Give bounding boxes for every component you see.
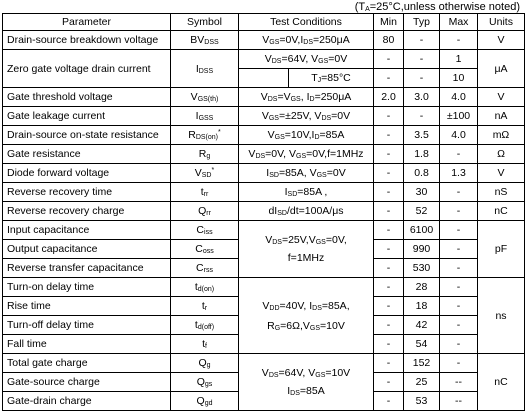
table-row	[3, 354, 525, 373]
min-cell: -	[374, 354, 404, 373]
symbol-cell: $V_{SD}^*$	[171, 164, 239, 183]
typ-cell: 54	[404, 335, 440, 354]
header-parameter: Parameter	[3, 14, 171, 31]
max-cell: -	[440, 183, 478, 202]
symbol-cell: $R_g$	[171, 145, 239, 164]
max-cell: 1	[440, 50, 478, 69]
symbol-cell: $t_f$	[171, 335, 239, 354]
unit-cell: mΩ	[478, 126, 525, 145]
header-max: Max	[440, 14, 478, 31]
param-cell: Gate resistance	[3, 145, 171, 164]
typ-cell: 0.8	[404, 164, 440, 183]
typ-cell: 53	[404, 392, 440, 411]
min-cell: -	[374, 392, 404, 411]
symbol-cell: $t_{d(on)}$	[171, 278, 239, 297]
param-cell: Rise time	[3, 297, 171, 316]
param-cell: Zero gate voltage drain current	[3, 50, 171, 88]
typ-cell: -	[404, 31, 440, 50]
max-cell: -	[440, 202, 478, 221]
header-units: Units	[478, 14, 525, 31]
typ-cell: 530	[404, 259, 440, 278]
header-row	[3, 14, 525, 31]
symbol-cell: $C_{oss}$	[171, 240, 239, 259]
unit-cell: nC	[478, 354, 525, 411]
table-row	[3, 202, 525, 221]
param-cell: Drain-source on-state resistance	[3, 126, 171, 145]
header-typ: Typ	[404, 14, 440, 31]
typ-cell: 18	[404, 297, 440, 316]
max-cell: -	[440, 145, 478, 164]
typ-cell: 3.5	[404, 126, 440, 145]
min-cell: -	[374, 240, 404, 259]
symbol-cell: $t_r$	[171, 297, 239, 316]
unit-cell: nS	[478, 183, 525, 202]
typ-cell: -	[404, 107, 440, 126]
max-cell: --	[440, 373, 478, 392]
condition-cell: $V_{DS}=V_{GS}$, $I_D=250\mu A$	[239, 88, 374, 107]
table-row	[3, 145, 525, 164]
symbol-cell: $I_{DSS}$	[171, 50, 239, 88]
unit-cell: pF	[478, 221, 525, 278]
param-cell: Gate-drain charge	[3, 392, 171, 411]
unit-cell: V	[478, 88, 525, 107]
symbol-cell: $Q_{rr}$	[171, 202, 239, 221]
param-cell: Gate leakage current	[3, 107, 171, 126]
unit-cell: nC	[478, 202, 525, 221]
max-cell: --	[440, 392, 478, 411]
header-conditions: Test Conditions	[239, 14, 374, 31]
typ-cell: 42	[404, 316, 440, 335]
typ-cell: -	[404, 50, 440, 69]
typ-cell: 3.0	[404, 88, 440, 107]
test-conditions-note: ($T_A=25^\circ C,unless$ otherwise noted)	[354, 1, 520, 13]
symbol-cell: $t_{d(off)}$	[171, 316, 239, 335]
min-cell: 80	[374, 31, 404, 50]
param-cell: Drain-source breakdown voltage	[3, 31, 171, 50]
min-cell: -	[374, 335, 404, 354]
condition-cell: $V_{DD}=40V$, $I_{DS}=85A$, $R_G=6\Omega,V_{GS}=10V$	[239, 278, 374, 354]
condition-cell: $V_{GS}=10V,I_D=85A$	[239, 126, 374, 145]
header-symbol: Symbol	[171, 14, 239, 31]
table-row	[3, 107, 525, 126]
param-cell: Diode forward voltage	[3, 164, 171, 183]
max-cell: -	[440, 354, 478, 373]
symbol-cell: $BV_{DSS}$	[171, 31, 239, 50]
param-cell: Reverse transfer capacitance	[3, 259, 171, 278]
condition-cell: $V_{GS}=0V,I_{DS}=250\mu A$	[239, 31, 374, 50]
typ-cell: 30	[404, 183, 440, 202]
max-cell: 4.0	[440, 126, 478, 145]
max-cell: ±100	[440, 107, 478, 126]
symbol-cell: $Q_{gd}$	[171, 392, 239, 411]
typ-cell: 152	[404, 354, 440, 373]
symbol-cell: $V_{GS(th)}$	[171, 88, 239, 107]
table-row	[3, 221, 525, 240]
unit-cell: ns	[478, 278, 525, 354]
symbol-cell: $C_{rss}$	[171, 259, 239, 278]
param-cell: Reverse recovery time	[3, 183, 171, 202]
condition-cell: $T_J=85^\circ C$	[239, 69, 374, 88]
table-row	[3, 183, 525, 202]
typ-cell: 1.8	[404, 145, 440, 164]
max-cell: -	[440, 240, 478, 259]
typ-cell: -	[404, 69, 440, 88]
symbol-cell: $Q_g$	[171, 354, 239, 373]
max-cell: 10	[440, 69, 478, 88]
unit-cell: V	[478, 31, 525, 50]
min-cell: -	[374, 126, 404, 145]
condition-cell: $V_{GS}=\pm 25V$, $V_{DS}=0V$	[239, 107, 374, 126]
min-cell: -	[374, 259, 404, 278]
min-cell: -	[374, 316, 404, 335]
min-cell: -	[374, 145, 404, 164]
symbol-cell: $I_{GSS}$	[171, 107, 239, 126]
min-cell: -	[374, 278, 404, 297]
header-min: Min	[374, 14, 404, 31]
typ-cell: 28	[404, 278, 440, 297]
max-cell: 1.3	[440, 164, 478, 183]
max-cell: -	[440, 297, 478, 316]
param-cell: Reverse recovery charge	[3, 202, 171, 221]
unit-cell: V	[478, 164, 525, 183]
max-cell: -	[440, 221, 478, 240]
min-cell: -	[374, 297, 404, 316]
max-cell: -	[440, 316, 478, 335]
max-cell: -	[440, 31, 478, 50]
max-cell: -	[440, 335, 478, 354]
param-cell: Gate-source charge	[3, 373, 171, 392]
unit-cell: Ω	[478, 145, 525, 164]
param-cell: Output capacitance	[3, 240, 171, 259]
condition-cell: $V_{DS}=0V$, $V_{GS}=0V,f=1MHz$	[239, 145, 374, 164]
min-cell: -	[374, 183, 404, 202]
param-cell: Total gate charge	[3, 354, 171, 373]
condition-cell: $V_{DS}=64V$, $V_{GS}=10V$ $I_{DS}=85A$	[239, 354, 374, 411]
max-cell: -	[440, 278, 478, 297]
typ-cell: 25	[404, 373, 440, 392]
condition-cell: $I_{SD}=85A$, $V_{GS}=0V$	[239, 164, 374, 183]
table-row	[3, 31, 525, 50]
min-cell: -	[374, 69, 404, 88]
condition-cell: $V_{DS}=64V$, $V_{GS}=0V$	[239, 50, 374, 69]
symbol-cell: $t_{rr}$	[171, 183, 239, 202]
param-cell: Gate threshold voltage	[3, 88, 171, 107]
param-cell: Turn-off delay time	[3, 316, 171, 335]
condition-cell: $I_{SD}=85A$ ,	[239, 183, 374, 202]
max-cell: -	[440, 259, 478, 278]
table-row	[3, 164, 525, 183]
param-cell: Turn-on delay time	[3, 278, 171, 297]
table-row	[3, 278, 525, 297]
min-cell: -	[374, 221, 404, 240]
min-cell: 2.0	[374, 88, 404, 107]
min-cell: -	[374, 164, 404, 183]
condition-cell: $V_{DS}=25V,V_{GS}=0V$, f=1MHz	[239, 221, 374, 278]
min-cell: -	[374, 107, 404, 126]
max-cell: 4.0	[440, 88, 478, 107]
min-cell: -	[374, 50, 404, 69]
typ-cell: 6100	[404, 221, 440, 240]
typ-cell: 52	[404, 202, 440, 221]
table-row	[3, 88, 525, 107]
table-row	[3, 50, 525, 69]
table-row	[3, 126, 525, 145]
unit-cell: μA	[478, 50, 525, 88]
symbol-cell: $C_{iss}$	[171, 221, 239, 240]
symbol-cell: $Q_{gs}$	[171, 373, 239, 392]
min-cell: -	[374, 202, 404, 221]
param-cell: Input capacitance	[3, 221, 171, 240]
typ-cell: 990	[404, 240, 440, 259]
electrical-characteristics-table	[2, 13, 525, 411]
symbol-cell: $R_{DS(on)}^*$	[171, 126, 239, 145]
condition-cell: $dI_{SD}/dt=100A/\mu s$	[239, 202, 374, 221]
min-cell: -	[374, 373, 404, 392]
unit-cell: nA	[478, 107, 525, 126]
param-cell: Fall time	[3, 335, 171, 354]
